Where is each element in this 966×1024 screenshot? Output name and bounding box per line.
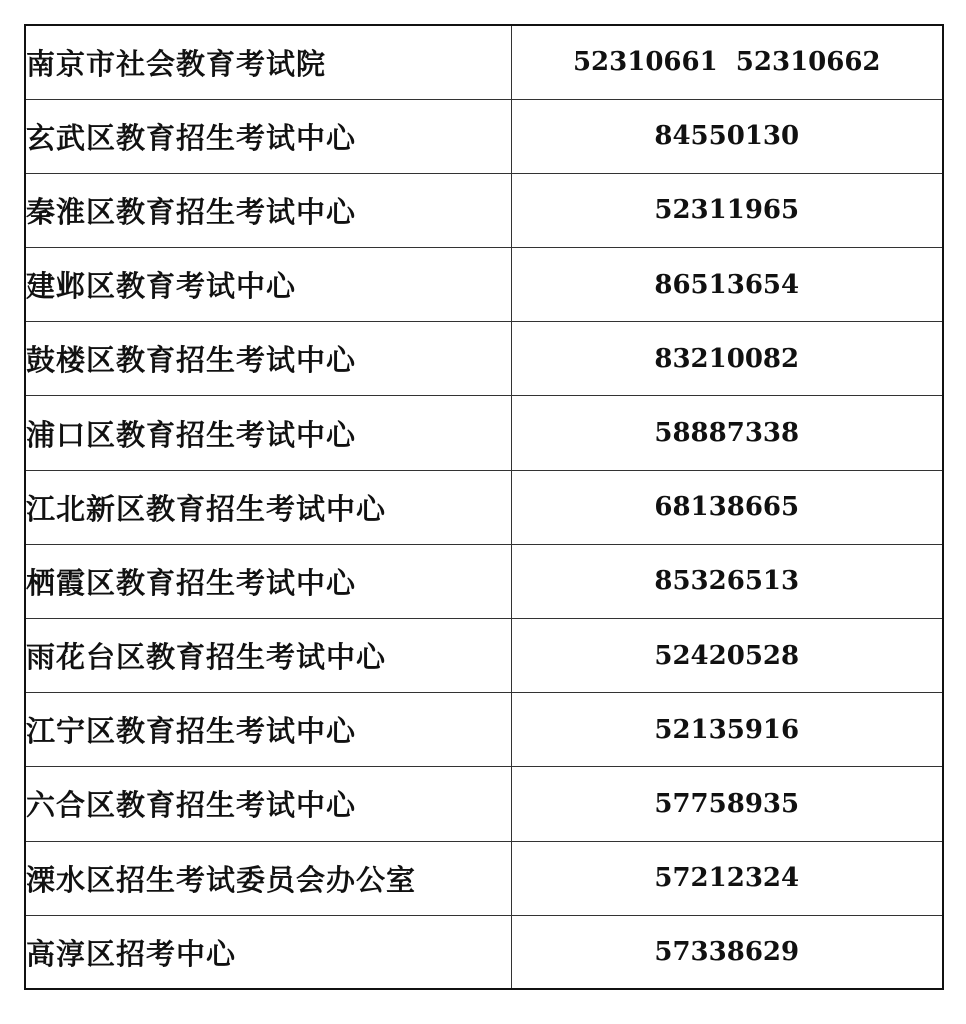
phone-number: 52420528 [511, 619, 943, 693]
table-row [25, 25, 943, 99]
office-name: 雨花台区教育招生考试中心 [25, 619, 511, 693]
office-name: 秦淮区教育招生考试中心 [25, 173, 511, 247]
phone-number: 58887338 [511, 396, 943, 470]
table-row [25, 693, 943, 767]
office-name: 鼓楼区教育招生考试中心 [25, 322, 511, 396]
office-name: 栖霞区教育招生考试中心 [25, 544, 511, 618]
table-row [25, 915, 943, 989]
table-row [25, 396, 943, 470]
phone-number: 52135916 [511, 693, 943, 767]
table-row [25, 841, 943, 915]
table-row [25, 248, 943, 322]
phone-number: 84550130 [511, 99, 943, 173]
phone-number: 86513654 [511, 248, 943, 322]
office-name: 六合区教育招生考试中心 [25, 767, 511, 841]
phone-number: 83210082 [511, 322, 943, 396]
table-row [25, 322, 943, 396]
table-row [25, 544, 943, 618]
office-name: 江宁区教育招生考试中心 [25, 693, 511, 767]
contact-table [24, 24, 944, 990]
office-name: 建邺区教育考试中心 [25, 248, 511, 322]
table-row [25, 619, 943, 693]
phone-number: 52311965 [511, 173, 943, 247]
office-name: 高淳区招考中心 [25, 915, 511, 989]
office-name: 江北新区教育招生考试中心 [25, 470, 511, 544]
table-row [25, 767, 943, 841]
phone-number: 57338629 [511, 915, 943, 989]
phone-number: 85326513 [511, 544, 943, 618]
office-name: 南京市社会教育考试院 [25, 25, 511, 99]
table-row [25, 99, 943, 173]
office-name: 浦口区教育招生考试中心 [25, 396, 511, 470]
table-row [25, 173, 943, 247]
phone-number: 68138665 [511, 470, 943, 544]
office-name: 玄武区教育招生考试中心 [25, 99, 511, 173]
phone-number: 57212324 [511, 841, 943, 915]
phone-number: 52310661 52310662 [511, 25, 943, 99]
phone-number: 57758935 [511, 767, 943, 841]
office-name: 溧水区招生考试委员会办公室 [25, 841, 511, 915]
table-row [25, 470, 943, 544]
